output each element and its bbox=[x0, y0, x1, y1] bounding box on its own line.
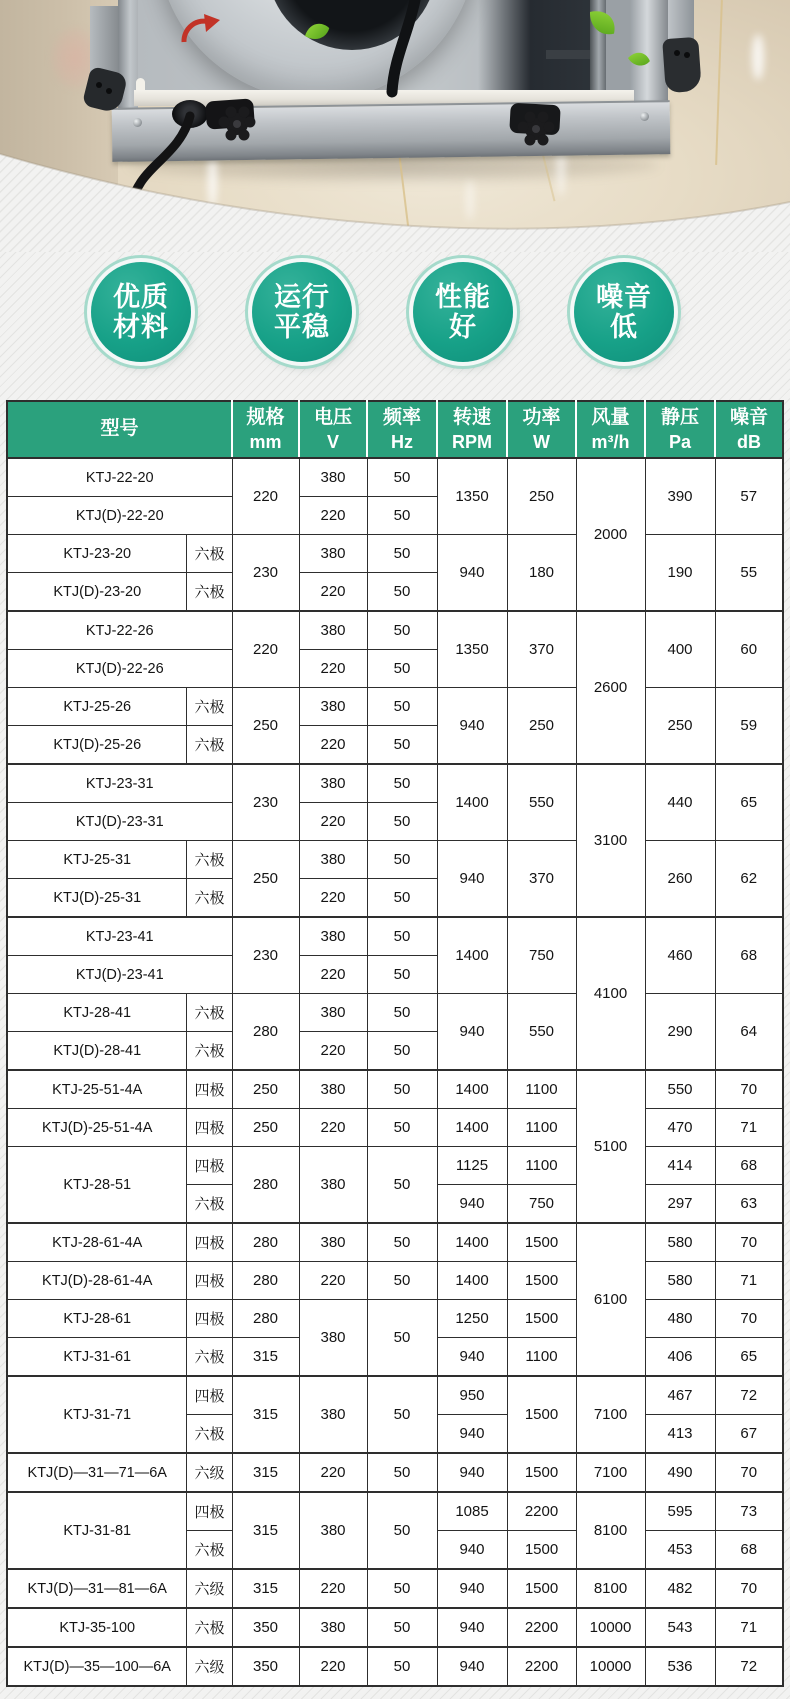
table-cell: 250 bbox=[232, 688, 299, 765]
table-cell: 六极 bbox=[187, 726, 232, 765]
table-row bbox=[7, 1109, 783, 1147]
table-cell: 六极 bbox=[187, 535, 232, 573]
table-row bbox=[7, 1492, 783, 1531]
table-cell: 482 bbox=[645, 1569, 715, 1608]
table-cell: 490 bbox=[645, 1453, 715, 1492]
table-cell: 380 bbox=[299, 458, 367, 497]
table-row bbox=[7, 994, 783, 1032]
table-cell: 10000 bbox=[576, 1647, 645, 1686]
table-cell: 380 bbox=[299, 611, 367, 650]
table-cell: 230 bbox=[232, 917, 299, 994]
table-cell: 220 bbox=[232, 458, 299, 535]
table-cell: 250 bbox=[507, 688, 576, 765]
table-cell: 1500 bbox=[507, 1262, 576, 1300]
table-cell: 940 bbox=[437, 841, 507, 918]
table-cell: 1100 bbox=[507, 1070, 576, 1109]
table-cell: KTJ-31-71 bbox=[7, 1376, 187, 1453]
table-cell: 536 bbox=[645, 1647, 715, 1686]
table-cell: 380 bbox=[299, 841, 367, 879]
table-header-cell: 噪音 dB bbox=[715, 401, 783, 458]
table-cell: 1500 bbox=[507, 1531, 576, 1570]
table-cell: 380 bbox=[299, 1608, 367, 1647]
table-header-cell: 规格 mm bbox=[232, 401, 299, 458]
table-cell: 940 bbox=[437, 1185, 507, 1224]
table-cell: 280 bbox=[232, 994, 299, 1071]
table-cell: KTJ(D)-23-41 bbox=[7, 956, 232, 994]
table-cell: 50 bbox=[367, 1032, 437, 1071]
table-header-cell: 电压 V bbox=[299, 401, 367, 458]
table-row bbox=[7, 1376, 783, 1415]
table-cell: 60 bbox=[715, 611, 783, 688]
table-cell: 220 bbox=[299, 956, 367, 994]
table-cell: 四极 bbox=[187, 1223, 232, 1262]
table-cell: 72 bbox=[715, 1376, 783, 1415]
table-cell: KTJ-23-31 bbox=[7, 764, 232, 803]
badge-text: 低 bbox=[610, 312, 638, 342]
badge-good-performance bbox=[413, 262, 513, 362]
table-cell: 六极 bbox=[187, 1531, 232, 1570]
table-cell: 315 bbox=[232, 1338, 299, 1377]
table-cell: 50 bbox=[367, 917, 437, 956]
badge-smooth-operation bbox=[252, 262, 352, 362]
table-cell: 370 bbox=[507, 841, 576, 918]
table-cell: 71 bbox=[715, 1262, 783, 1300]
table-cell: 50 bbox=[367, 1109, 437, 1147]
table-cell: 64 bbox=[715, 994, 783, 1071]
table-cell: 1100 bbox=[507, 1338, 576, 1377]
table-cell: 190 bbox=[645, 535, 715, 612]
table-cell: KTJ(D)-23-31 bbox=[7, 803, 232, 841]
table-cell: 220 bbox=[299, 1262, 367, 1300]
table-row bbox=[7, 458, 783, 497]
table-cell: 750 bbox=[507, 917, 576, 994]
table-cell: KTJ-28-61-4A bbox=[7, 1223, 187, 1262]
table-cell: 1100 bbox=[507, 1147, 576, 1185]
table-cell: KTJ(D)-22-26 bbox=[7, 650, 232, 688]
table-cell: 50 bbox=[367, 956, 437, 994]
table-cell: KTJ-35-100 bbox=[7, 1608, 187, 1647]
table-cell: KTJ-23-41 bbox=[7, 917, 232, 956]
table-cell: KTJ(D)—31—81—6A bbox=[7, 1569, 187, 1608]
table-cell: KTJ-31-81 bbox=[7, 1492, 187, 1569]
table-cell: 70 bbox=[715, 1300, 783, 1338]
table-cell: 380 bbox=[299, 994, 367, 1032]
table-cell: 350 bbox=[232, 1608, 299, 1647]
curved-page-edge bbox=[0, 132, 790, 252]
table-cell: 50 bbox=[367, 611, 437, 650]
table-row bbox=[7, 764, 783, 803]
table-cell: 250 bbox=[232, 1109, 299, 1147]
table-cell: 72 bbox=[715, 1647, 783, 1686]
table-header-cell: 型号 bbox=[7, 401, 232, 458]
table-cell: 50 bbox=[367, 803, 437, 841]
table-cell: 2600 bbox=[576, 611, 645, 764]
table-cell: 220 bbox=[299, 650, 367, 688]
table-cell: 280 bbox=[232, 1262, 299, 1300]
table-cell: 1100 bbox=[507, 1109, 576, 1147]
badge-low-noise bbox=[574, 262, 674, 362]
spec-table-section bbox=[0, 370, 790, 1699]
table-row bbox=[7, 535, 783, 573]
table-cell: 453 bbox=[645, 1531, 715, 1570]
table-cell: 1500 bbox=[507, 1569, 576, 1608]
table-cell: 290 bbox=[645, 994, 715, 1071]
table-cell: 940 bbox=[437, 1453, 507, 1492]
table-cell: 2200 bbox=[507, 1492, 576, 1531]
table-cell: 220 bbox=[232, 611, 299, 688]
table-cell: 50 bbox=[367, 458, 437, 497]
table-cell: KTJ(D)-23-20 bbox=[7, 573, 187, 612]
table-cell: 2200 bbox=[507, 1608, 576, 1647]
table-cell: 414 bbox=[645, 1147, 715, 1185]
spec-table bbox=[6, 400, 784, 1687]
table-cell: 50 bbox=[367, 497, 437, 535]
table-cell: 750 bbox=[507, 1185, 576, 1224]
table-row bbox=[7, 1453, 783, 1492]
table-cell: KTJ-31-61 bbox=[7, 1338, 187, 1377]
table-cell: 55 bbox=[715, 535, 783, 612]
table-cell: 68 bbox=[715, 1531, 783, 1570]
table-cell: 50 bbox=[367, 1223, 437, 1262]
table-cell: 380 bbox=[299, 764, 367, 803]
table-cell: 220 bbox=[299, 497, 367, 535]
table-cell: 50 bbox=[367, 1262, 437, 1300]
table-cell: 280 bbox=[232, 1147, 299, 1224]
table-cell: KTJ-25-31 bbox=[7, 841, 187, 879]
table-cell: 380 bbox=[299, 1223, 367, 1262]
table-cell: 580 bbox=[645, 1262, 715, 1300]
table-cell: 57 bbox=[715, 458, 783, 535]
table-cell: 550 bbox=[507, 994, 576, 1071]
table-cell: 467 bbox=[645, 1376, 715, 1415]
table-cell: 250 bbox=[507, 458, 576, 535]
table-cell: 350 bbox=[232, 1647, 299, 1686]
table-cell: 50 bbox=[367, 535, 437, 573]
table-cell: 50 bbox=[367, 841, 437, 879]
table-cell: 68 bbox=[715, 917, 783, 994]
table-cell: 六级 bbox=[187, 1453, 232, 1492]
table-cell: KTJ(D)-25-51-4A bbox=[7, 1109, 187, 1147]
table-row bbox=[7, 1647, 783, 1686]
table-cell: 230 bbox=[232, 764, 299, 841]
table-header-cell: 频率 Hz bbox=[367, 401, 437, 458]
table-cell: 1350 bbox=[437, 458, 507, 535]
table-cell: 59 bbox=[715, 688, 783, 765]
table-cell: 65 bbox=[715, 1338, 783, 1377]
table-cell: 220 bbox=[299, 1109, 367, 1147]
power-cable-inner bbox=[392, 0, 415, 92]
table-cell: KTJ-22-26 bbox=[7, 611, 232, 650]
table-cell: 四极 bbox=[187, 1492, 232, 1531]
table-cell: 8100 bbox=[576, 1569, 645, 1608]
table-row bbox=[7, 1070, 783, 1109]
table-cell: 63 bbox=[715, 1185, 783, 1224]
badge-text: 平稳 bbox=[274, 312, 330, 342]
table-cell: 71 bbox=[715, 1109, 783, 1147]
table-cell: KTJ-25-26 bbox=[7, 688, 187, 726]
table-cell: 1400 bbox=[437, 1223, 507, 1262]
table-cell: 六级 bbox=[187, 1569, 232, 1608]
table-cell: KTJ-25-51-4A bbox=[7, 1070, 187, 1109]
table-cell: 68 bbox=[715, 1147, 783, 1185]
table-row bbox=[7, 1262, 783, 1300]
table-cell: 380 bbox=[299, 917, 367, 956]
table-cell: 50 bbox=[367, 1300, 437, 1377]
table-cell: 1125 bbox=[437, 1147, 507, 1185]
table-cell: KTJ(D)—35—100—6A bbox=[7, 1647, 187, 1686]
table-cell: 7100 bbox=[576, 1453, 645, 1492]
table-cell: 1085 bbox=[437, 1492, 507, 1531]
table-cell: 四极 bbox=[187, 1070, 232, 1109]
table-cell: 六极 bbox=[187, 879, 232, 918]
table-cell: KTJ(D)-25-26 bbox=[7, 726, 187, 765]
table-cell: 315 bbox=[232, 1569, 299, 1608]
table-cell: 2200 bbox=[507, 1647, 576, 1686]
badge-text: 优质 bbox=[113, 281, 169, 312]
table-cell: 940 bbox=[437, 688, 507, 765]
table-cell: 50 bbox=[367, 650, 437, 688]
table-header-row bbox=[7, 401, 783, 458]
table-cell: 四极 bbox=[187, 1147, 232, 1185]
table-cell: 180 bbox=[507, 535, 576, 612]
table-cell: 50 bbox=[367, 688, 437, 726]
table-cell: 315 bbox=[232, 1376, 299, 1453]
table-cell: KTJ(D)-25-31 bbox=[7, 879, 187, 918]
table-cell: 1400 bbox=[437, 1262, 507, 1300]
table-row bbox=[7, 611, 783, 650]
table-cell: 50 bbox=[367, 879, 437, 918]
table-row bbox=[7, 688, 783, 726]
table-cell: 220 bbox=[299, 1032, 367, 1071]
table-cell: 480 bbox=[645, 1300, 715, 1338]
table-cell: 65 bbox=[715, 764, 783, 841]
table-cell: 50 bbox=[367, 1376, 437, 1453]
table-row bbox=[7, 1608, 783, 1647]
table-cell: 50 bbox=[367, 1147, 437, 1224]
table-cell: 543 bbox=[645, 1608, 715, 1647]
table-cell: 6100 bbox=[576, 1223, 645, 1376]
table-header-cell: 风量 m³/h bbox=[576, 401, 645, 458]
table-cell: 六极 bbox=[187, 1415, 232, 1454]
table-cell: 220 bbox=[299, 573, 367, 612]
table-cell: 7100 bbox=[576, 1376, 645, 1453]
table-row bbox=[7, 1569, 783, 1608]
table-cell: 10000 bbox=[576, 1608, 645, 1647]
table-cell: 380 bbox=[299, 535, 367, 573]
table-cell: 470 bbox=[645, 1109, 715, 1147]
table-cell: 220 bbox=[299, 726, 367, 765]
table-cell: 六极 bbox=[187, 1032, 232, 1071]
table-cell: KTJ-28-51 bbox=[7, 1147, 187, 1224]
table-row bbox=[7, 917, 783, 956]
table-cell: 440 bbox=[645, 764, 715, 841]
table-cell: 六极 bbox=[187, 573, 232, 612]
table-cell: 50 bbox=[367, 573, 437, 612]
table-cell: 380 bbox=[299, 688, 367, 726]
table-cell: 220 bbox=[299, 1453, 367, 1492]
table-cell: 380 bbox=[299, 1376, 367, 1453]
table-cell: 1500 bbox=[507, 1223, 576, 1262]
table-cell: KTJ(D)—31—71—6A bbox=[7, 1453, 187, 1492]
table-cell: 3100 bbox=[576, 764, 645, 917]
table-cell: 50 bbox=[367, 1647, 437, 1686]
leaf-icon bbox=[627, 51, 651, 67]
table-cell: 70 bbox=[715, 1569, 783, 1608]
table-cell: 250 bbox=[645, 688, 715, 765]
table-cell: 四极 bbox=[187, 1262, 232, 1300]
table-cell: 413 bbox=[645, 1415, 715, 1454]
table-cell: 8100 bbox=[576, 1492, 645, 1569]
table-cell: 940 bbox=[437, 1569, 507, 1608]
table-cell: 六极 bbox=[187, 994, 232, 1032]
table-cell: 四极 bbox=[187, 1376, 232, 1415]
table-cell: 5100 bbox=[576, 1070, 645, 1223]
feature-badges bbox=[0, 252, 790, 370]
table-row bbox=[7, 1223, 783, 1262]
table-row bbox=[7, 1300, 783, 1338]
table-cell: 50 bbox=[367, 764, 437, 803]
table-cell: KTJ-22-20 bbox=[7, 458, 232, 497]
table-cell: 70 bbox=[715, 1070, 783, 1109]
table-header-cell: 转速 RPM bbox=[437, 401, 507, 458]
table-cell: 六级 bbox=[187, 1647, 232, 1686]
table-cell: 1500 bbox=[507, 1300, 576, 1338]
table-cell: 297 bbox=[645, 1185, 715, 1224]
table-cell: 280 bbox=[232, 1223, 299, 1262]
table-cell: 50 bbox=[367, 1569, 437, 1608]
rotation-arrow-head bbox=[204, 14, 220, 32]
table-cell: 220 bbox=[299, 879, 367, 918]
table-cell: 73 bbox=[715, 1492, 783, 1531]
table-cell: 250 bbox=[232, 1070, 299, 1109]
table-cell: 70 bbox=[715, 1453, 783, 1492]
table-cell: KTJ(D)-28-41 bbox=[7, 1032, 187, 1071]
table-cell: 四极 bbox=[187, 1109, 232, 1147]
badge-text: 噪音 bbox=[596, 281, 652, 312]
table-cell: 六极 bbox=[187, 1338, 232, 1377]
table-cell: 70 bbox=[715, 1223, 783, 1262]
table-cell: 230 bbox=[232, 535, 299, 612]
badge-text: 性能 bbox=[435, 281, 491, 312]
leaf-icon bbox=[303, 21, 332, 43]
table-cell: 940 bbox=[437, 1647, 507, 1686]
table-cell: 940 bbox=[437, 1338, 507, 1377]
table-cell: KTJ-23-20 bbox=[7, 535, 187, 573]
badge-quality-material bbox=[91, 262, 191, 362]
table-cell: 1500 bbox=[507, 1376, 576, 1453]
table-header-cell: 功率 W bbox=[507, 401, 576, 458]
table-cell: 220 bbox=[299, 1569, 367, 1608]
table-cell: 67 bbox=[715, 1415, 783, 1454]
table-cell: 260 bbox=[645, 841, 715, 918]
table-cell: 940 bbox=[437, 1531, 507, 1570]
table-cell: 六极 bbox=[187, 1185, 232, 1224]
table-cell: 六极 bbox=[187, 1608, 232, 1647]
table-row bbox=[7, 1147, 783, 1185]
table-cell: 1400 bbox=[437, 917, 507, 994]
product-photo bbox=[0, 0, 790, 252]
table-cell: 950 bbox=[437, 1376, 507, 1415]
table-cell: 50 bbox=[367, 726, 437, 765]
table-cell: 50 bbox=[367, 1070, 437, 1109]
table-cell: 1400 bbox=[437, 1109, 507, 1147]
table-cell: 390 bbox=[645, 458, 715, 535]
table-cell: 220 bbox=[299, 803, 367, 841]
table-cell: 940 bbox=[437, 1608, 507, 1647]
table-cell: 550 bbox=[507, 764, 576, 841]
table-cell: 2000 bbox=[576, 458, 645, 611]
table-cell: 370 bbox=[507, 611, 576, 688]
table-cell: 380 bbox=[299, 1492, 367, 1569]
table-cell: 4100 bbox=[576, 917, 645, 1070]
table-cell: 380 bbox=[299, 1147, 367, 1224]
table-cell: 六极 bbox=[187, 841, 232, 879]
table-cell: 940 bbox=[437, 994, 507, 1071]
badge-text: 好 bbox=[449, 312, 477, 342]
table-cell: 1250 bbox=[437, 1300, 507, 1338]
table-cell: 406 bbox=[645, 1338, 715, 1377]
table-cell: 四极 bbox=[187, 1300, 232, 1338]
table-cell: 1500 bbox=[507, 1453, 576, 1492]
table-cell: 1400 bbox=[437, 1070, 507, 1109]
table-cell: KTJ(D)-28-61-4A bbox=[7, 1262, 187, 1300]
table-cell: 六极 bbox=[187, 688, 232, 726]
table-cell: KTJ-28-61 bbox=[7, 1300, 187, 1338]
table-cell: 550 bbox=[645, 1070, 715, 1109]
table-cell: KTJ-28-41 bbox=[7, 994, 187, 1032]
table-cell: 220 bbox=[299, 1647, 367, 1686]
table-cell: 62 bbox=[715, 841, 783, 918]
table-cell: 50 bbox=[367, 1492, 437, 1569]
table-cell: 460 bbox=[645, 917, 715, 994]
table-cell: 50 bbox=[367, 1453, 437, 1492]
table-cell: 250 bbox=[232, 841, 299, 918]
table-cell: 400 bbox=[645, 611, 715, 688]
table-cell: 940 bbox=[437, 535, 507, 612]
table-row bbox=[7, 841, 783, 879]
table-cell: 380 bbox=[299, 1070, 367, 1109]
table-cell: 50 bbox=[367, 1608, 437, 1647]
table-header-cell: 静压 Pa bbox=[645, 401, 715, 458]
table-cell: 380 bbox=[299, 1300, 367, 1377]
table-cell: KTJ(D)-22-20 bbox=[7, 497, 232, 535]
table-cell: 280 bbox=[232, 1300, 299, 1338]
badge-text: 材料 bbox=[113, 312, 169, 342]
table-cell: 595 bbox=[645, 1492, 715, 1531]
table-cell: 580 bbox=[645, 1223, 715, 1262]
table-cell: 1400 bbox=[437, 764, 507, 841]
table-cell: 1350 bbox=[437, 611, 507, 688]
table-cell: 315 bbox=[232, 1453, 299, 1492]
table-cell: 50 bbox=[367, 994, 437, 1032]
table-cell: 940 bbox=[437, 1415, 507, 1454]
leaf-icon bbox=[584, 5, 620, 40]
table-cell: 315 bbox=[232, 1492, 299, 1569]
table-cell: 71 bbox=[715, 1608, 783, 1647]
badge-text: 运行 bbox=[274, 281, 330, 312]
